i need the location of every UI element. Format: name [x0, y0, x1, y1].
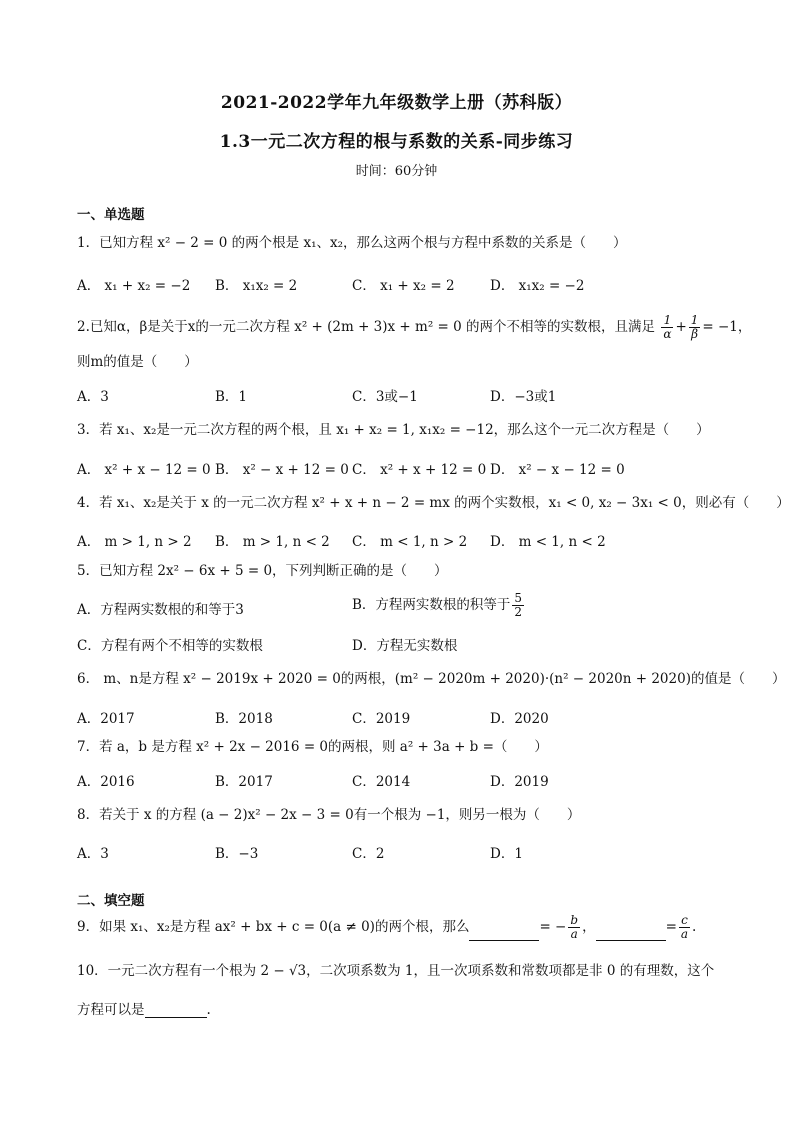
q4-option-c: C． m < 1, n > 2: [352, 534, 468, 550]
q4-option-b: B． m > 1, n < 2: [215, 534, 330, 550]
question-4: 4．若 x₁、x₂是关于 x 的一元二次方程 x² + x + n − 2 = mx 的两个实数根，x₁ < 0, x₂ − 3x₁ < 0，则必有（ ）: [77, 495, 790, 511]
question-2-line2: 则m的值是（ ）: [77, 354, 198, 370]
q4-option-d: D． m < 1, n < 2: [490, 534, 606, 550]
q2-option-c: C．3或−1: [352, 389, 418, 405]
q6-option-c: C．2019: [352, 711, 411, 727]
q4-option-a: A． m > 1, n > 2: [77, 534, 192, 550]
q5-option-c: C．方程有两个不相等的实数根: [77, 638, 263, 654]
q3-option-c: C． x² + x + 12 = 0: [352, 462, 487, 478]
question-1: 1．已知方程 x² − 2 = 0 的两个根是 x₁、x₂，那么这两个根与方程中系数的关系是（ ）: [77, 235, 627, 251]
q9-frac-c-a: $\frac{c}{a}$: [680, 913, 689, 941]
q9-blank-1[interactable]: [469, 926, 539, 941]
q1-option-c: C． x₁ + x₂ = 2: [352, 278, 455, 294]
q7-option-d: D．2019: [490, 774, 549, 790]
page-subtitle: 1.3一元二次方程的根与系数的关系-同步练习: [219, 132, 574, 152]
q1-option-a: A． x₁ + x₂ = −2: [77, 278, 191, 294]
q8-option-d: D．1: [490, 846, 523, 862]
q1-option-d: D． x₁x₂ = −2: [490, 278, 585, 294]
question-5: 5．已知方程 2x² − 6x + 5 = 0，下列判断正确的是（ ）: [77, 563, 448, 579]
q3-option-b: B． x² − x + 12 = 0: [215, 462, 349, 478]
question-3: 3．若 x₁、x₂是一元二次方程的两个根，且 x₁ + x₂ = 1, x₁x₂ = −12，那么这个一元二次方程是（ ）: [77, 422, 710, 438]
q3-option-d: D． x² − x − 12 = 0: [490, 462, 625, 478]
question-6: 6． m、n是方程 x² − 2019x + 2020 = 0的两根，(m² − 2020m + 2020)·(n² − 2020n + 2020)的值是（ ）: [77, 671, 786, 687]
q6-option-b: B．2018: [215, 711, 273, 727]
question-2: 2.已知α，β是关于x的一元二次方程 x² + (2m + 3)x + m² = 0 的两个不相等的实数根，且满足 $\frac{1}{\alpha}$ + $\frac{1}{\beta}$ = −1，: [77, 313, 752, 341]
page-title: 2021-2022学年九年级数学上册（苏科版）: [220, 93, 573, 113]
question-10: 10．一元二次方程有一个根为 2 − √3，二次项系数为 1，且一次项系数和常数项都是非 0 的有理数，这个: [77, 963, 715, 979]
q2-option-a: A．3: [77, 389, 109, 405]
q8-option-a: A．3: [77, 846, 109, 862]
q6-option-d: D．2020: [490, 711, 549, 727]
q5-option-d: D．方程无实数根: [352, 638, 458, 654]
q7-option-a: A．2016: [77, 774, 135, 790]
question-10-line2: 方程可以是 .: [77, 1002, 211, 1018]
q2-option-d: D．−3或1: [490, 389, 557, 405]
q10-blank[interactable]: [145, 1003, 207, 1018]
q3-option-a: A． x² + x − 12 = 0: [77, 462, 211, 478]
q5-option-b: B．方程两实数根的积等于 $\frac{5}{2}$: [352, 591, 523, 619]
q2-text-tail: = −1，: [702, 319, 752, 335]
q8-option-c: C．2: [352, 846, 385, 862]
section-single-choice: 一、单选题: [77, 207, 145, 223]
q7-option-b: B．2017: [215, 774, 273, 790]
q9-frac-b-a: $\frac{b}{a}$: [570, 913, 579, 941]
question-7: 7．若 a，b 是方程 x² + 2x − 2016 = 0的两根，则 a² + 3a + b =（ ）: [77, 739, 548, 755]
q7-option-c: C．2014: [352, 774, 411, 790]
q2-frac-alpha: $\frac{1}{\alpha}$: [663, 313, 672, 341]
q8-option-b: B．−3: [215, 846, 259, 862]
time-limit: 时间：60分钟: [355, 164, 438, 179]
section-fill-blank: 二、填空题: [77, 893, 145, 909]
q2-option-b: B．1: [215, 389, 248, 405]
q1-option-b: B． x₁x₂ = 2: [215, 278, 298, 294]
q2-frac-beta: $\frac{1}{\beta}$: [690, 313, 699, 341]
question-8: 8．若关于 x 的方程 (a − 2)x² − 2x − 3 = 0有一个根为 −1，则另一根为（ ）: [77, 807, 581, 823]
question-9: 9．如果 x₁、x₂是方程 ax² + bx + c = 0(a ≠ 0)的两个根，那么 = − $\frac{b}{a}$ ， = $\frac{c}{a}$ .: [77, 913, 697, 941]
q6-option-a: A．2017: [77, 711, 135, 727]
q2-text: 2.已知α，β是关于x的一元二次方程 x² + (2m + 3)x + m² = 0 的两个不相等的实数根，且满足: [77, 319, 656, 335]
q9-blank-2[interactable]: [596, 926, 666, 941]
q5-option-a: A．方程两实数根的和等于3: [77, 602, 244, 618]
q5-frac: $\frac{5}{2}$: [514, 591, 523, 619]
